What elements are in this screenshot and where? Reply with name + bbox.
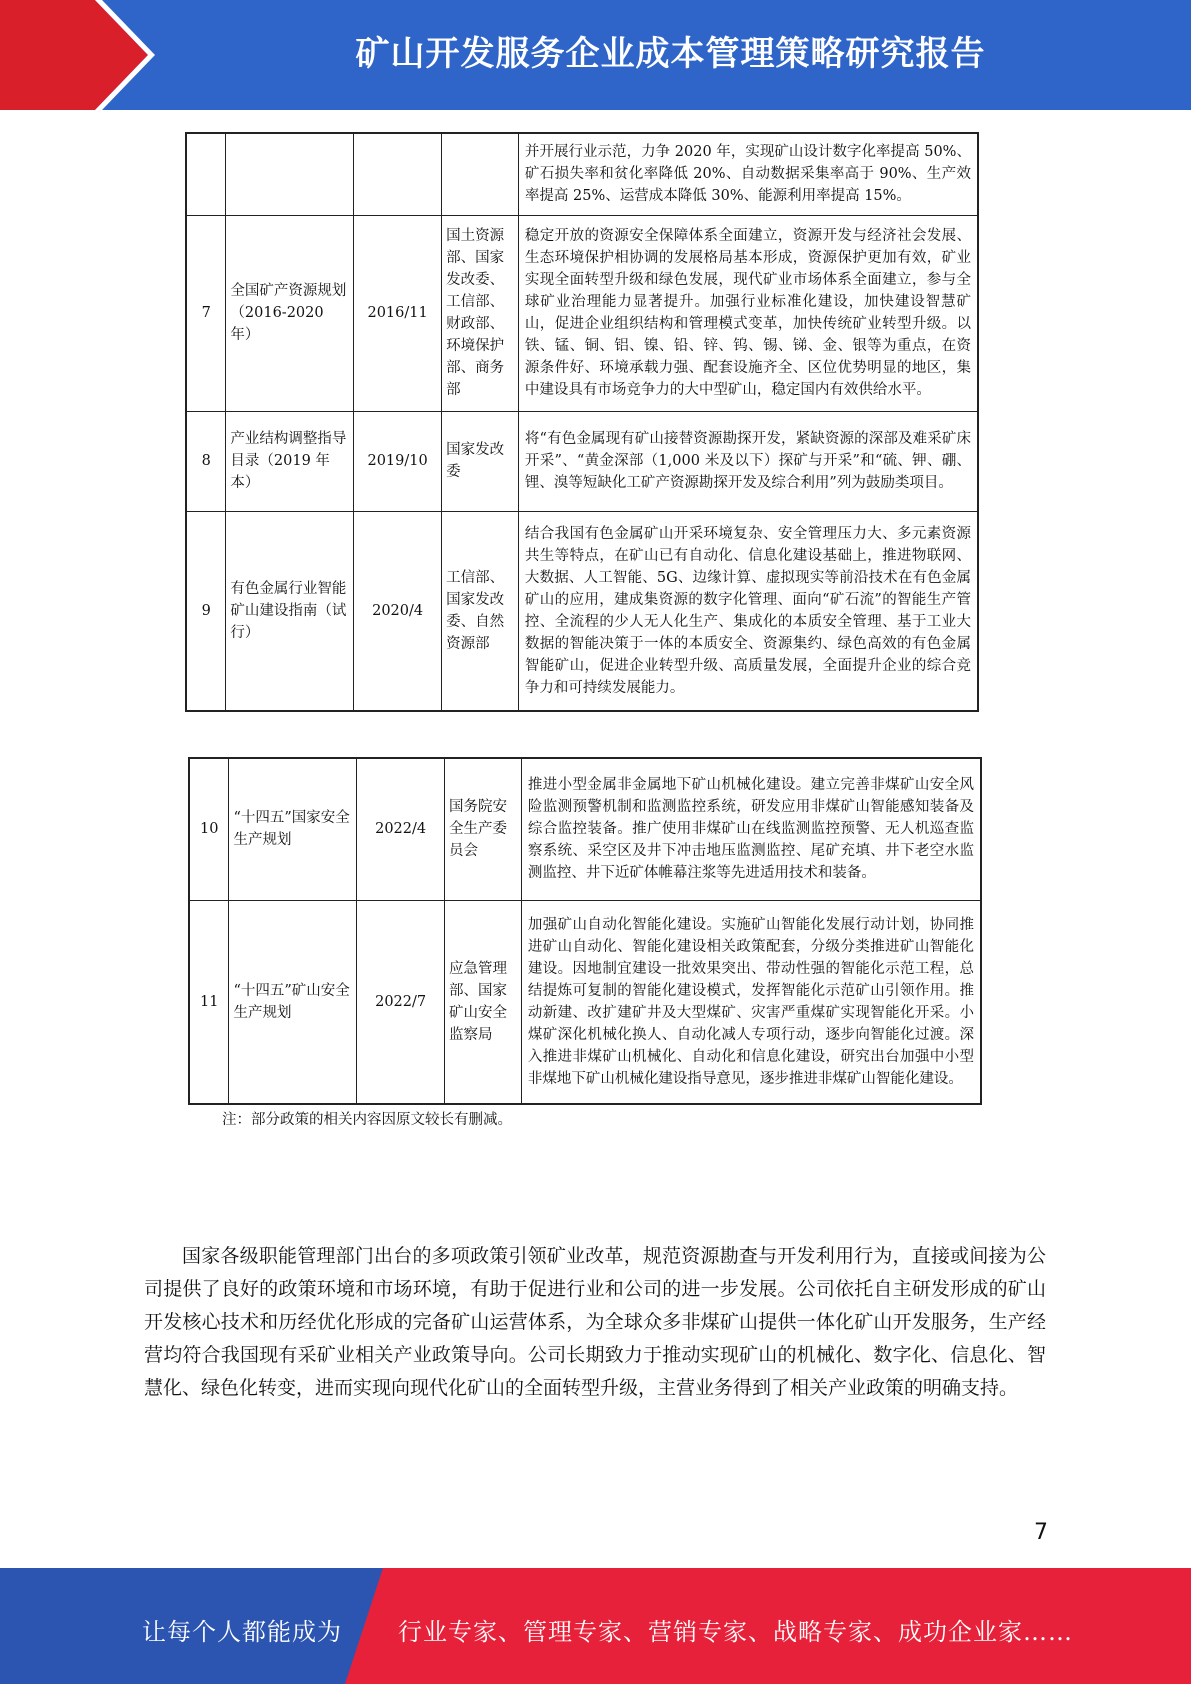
policy-table-part-1 bbox=[185, 132, 979, 712]
policy-name bbox=[226, 133, 354, 215]
policy-date: 2016/11 bbox=[354, 215, 442, 411]
table-row bbox=[186, 133, 978, 215]
policy-content: 并开展行业示范，力争 2020 年，实现矿山设计数字化率提高 50%、矿石损失率和贫化率降低 20%、自动数据采集率高于 90%、生产效率提高 25%、运营成本降低 30%、能源利用率提高 15%。 bbox=[518, 133, 978, 215]
policy-department: 工信部、国家发改委、自然资源部 bbox=[442, 511, 519, 711]
body-text bbox=[144, 1240, 1046, 1405]
policy-date: 2019/10 bbox=[354, 411, 442, 511]
table-row bbox=[189, 900, 981, 1104]
row-number: 7 bbox=[186, 215, 226, 411]
policy-name: 有色金属行业智能矿山建设指南（试行） bbox=[226, 511, 354, 711]
policy-date: 2022/7 bbox=[357, 900, 445, 1104]
row-number: 9 bbox=[186, 511, 226, 711]
policy-date: 2020/4 bbox=[354, 511, 442, 711]
table-row bbox=[186, 411, 978, 511]
policy-name: “十四五”国家安全生产规划 bbox=[229, 758, 357, 900]
table-note: 注：部分政策的相关内容因原文较长有删减。 bbox=[222, 1112, 512, 1128]
page-number: 7 bbox=[1034, 1520, 1048, 1545]
policy-department bbox=[442, 133, 519, 215]
footer-slogan-right: 行业专家、管理专家、营销专家、战略专家、成功企业家…… bbox=[398, 1618, 1073, 1646]
policy-content: 结合我国有色金属矿山开采环境复杂、安全管理压力大、多元素资源共生等特点，在矿山已有自动化、信息化建设基础上，推进物联网、大数据、人工智能、5G、边缘计算、虚拟现实等前沿技术在有色金属矿山的应用，建成集资源的数字化管理、面向“矿石流”的智能生产管控、全流程的少人无人化生产、集成化的本质安全管理、基于工业大数据的智能决策于一体的本质安全、资源集约、绿色高效的有色金属智能矿山，促进企业转型升级、高质量发展，全面提升企业的综合竞争力和可持续发展能力。 bbox=[518, 511, 978, 711]
policy-content: 加强矿山自动化智能化建设。实施矿山智能化发展行动计划，协同推进矿山自动化、智能化建设相关政策配套，分级分类推进矿山智能化建设。因地制宜建设一批效果突出、带动性强的智能化示范工程，总结提炼可复制的智能化建设模式，发挥智能化示范矿山引领作用。推动新建、改扩建矿井及大型煤矿、灾害严重煤矿实现智能化开采。小煤矿深化机械化换人、自动化减人专项行动，逐步向智能化过渡。深入推进非煤矿山机械化、自动化和信息化建设，研究出台加强中小型非煤地下矿山机械化建设指导意见，逐步推进非煤矿山智能化建设。 bbox=[521, 900, 981, 1104]
policy-department: 国务院安全生产委员会 bbox=[445, 758, 522, 900]
table-row bbox=[189, 758, 981, 900]
table-row bbox=[186, 511, 978, 711]
policy-table-part-2 bbox=[188, 757, 982, 1105]
policy-date: 2022/4 bbox=[357, 758, 445, 900]
page-header bbox=[0, 0, 1191, 110]
footer-slogan-left: 让每个人都能成为 bbox=[142, 1618, 342, 1646]
policy-date bbox=[354, 133, 442, 215]
policy-content: 将“有色金属现有矿山接替资源勘探开发，紧缺资源的深部及难采矿床开采”、“黄金深部（1,000 米及以下）探矿与开采”和“硫、钾、硼、锂、溴等短缺化工矿产资源勘探开发及综合利用”列为鼓励类项目。 bbox=[518, 411, 978, 511]
row-number: 11 bbox=[189, 900, 229, 1104]
table-row bbox=[186, 215, 978, 411]
policy-name: “十四五”矿山安全生产规划 bbox=[229, 900, 357, 1104]
policy-department: 国土资源部、国家发改委、工信部、财政部、环境保护部、商务部 bbox=[442, 215, 519, 411]
policy-name: 产业结构调整指导目录（2019 年本） bbox=[226, 411, 354, 511]
row-number: 10 bbox=[189, 758, 229, 900]
policy-name: 全国矿产资源规划（2016-2020 年） bbox=[226, 215, 354, 411]
body-paragraph: 国家各级职能管理部门出台的多项政策引领矿业改革，规范资源勘查与开发利用行为，直接或间接为公司提供了良好的政策环境和市场环境，有助于促进行业和公司的进一步发展。公司依托自主研发形成的矿山开发核心技术和历经优化形成的完备矿山运营体系，为全球众多非煤矿山提供一体化矿山开发服务，生产经营均符合我国现有采矿业相关产业政策导向。公司长期致力于推动实现矿山的机械化、数字化、信息化、智慧化、绿色化转变，进而实现向现代化矿山的全面转型升级，主营业务得到了相关产业政策的明确支持。 bbox=[144, 1245, 1046, 1399]
page-title: 矿山开发服务企业成本管理策略研究报告 bbox=[355, 34, 986, 74]
policy-content: 推进小型金属非金属地下矿山机械化建设。建立完善非煤矿山安全风险监测预警机制和监测监控系统，研发应用非煤矿山智能感知装备及综合监控装备。推广使用非煤矿山在线监测监控预警、无人机巡查监察系统、采空区及井下冲击地压监测监控、尾矿充填、井下老空水监测监控、井下近矿体帷幕注浆等先进适用技术和装备。 bbox=[521, 758, 981, 900]
row-number bbox=[186, 133, 226, 215]
policy-content: 稳定开放的资源安全保障体系全面建立，资源开发与经济社会发展、生态环境保护相协调的发展格局基本形成，资源保护更加有效，矿业实现全面转型升级和绿色发展，现代矿业市场体系全面建立，参与全球矿业治理能力显著提升。加强行业标准化建设，加快建设智慧矿山，促进企业组织结构和管理模式变革，加快传统矿业转型升级。以铁、锰、铜、铝、镍、铅、锌、钨、锡、锑、金、银等为重点，在资源条件好、环境承载力强、配套设施齐全、区位优势明显的地区，集中建设具有市场竞争力的大中型矿山，稳定国内有效供给水平。 bbox=[518, 215, 978, 411]
page-footer bbox=[0, 1568, 1191, 1684]
row-number: 8 bbox=[186, 411, 226, 511]
policy-department: 国家发改委 bbox=[442, 411, 519, 511]
policy-department: 应急管理部、国家矿山安全监察局 bbox=[445, 900, 522, 1104]
